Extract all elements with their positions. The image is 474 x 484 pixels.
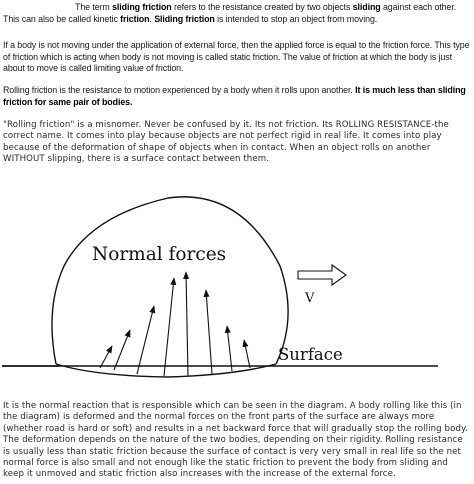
normal-force-arrow [227, 326, 232, 371]
text-run: is intended to stop an object from moving. [214, 13, 378, 24]
normal-force-arrow [186, 272, 188, 376]
normal-force-arrow [164, 278, 174, 376]
normal-forces-label: Normal forces [92, 244, 227, 265]
normal-force-arrow [137, 306, 154, 374]
normal-reaction-paragraph: It is the normal reaction that is responsible which can be seen in the diagram. A body rolling like this (in the diagram) is deformed and the normal forces on the front parts of the surface are always more (whether road is hard or soft) and results in a net backward force that will gradually stop the rolling body. The deformation depends on the nature of the two bodies, depending on their rigidity. Rolling resistance is usually less than static friction because the surface of contact is very very small in real life so the net normal force is also small and not enough like the static friction to prevent the body from sliding and keep it unmoved and static friction also increases with the increase of the external force. [3, 401, 468, 480]
bold-term: sliding friction [112, 2, 172, 12]
bold-statement: It is much less than sliding friction for same pair of bodies. [3, 85, 466, 107]
rolling-resistance-paragraph: "Rolling friction" is a misnomer. Never be confused by it. Its not friction. Its ROLLING RESISTANCE-the correct name. It comes into play because objects are not perfect rigid in real life. It comes into play because of the deformation of shape of objects when in contact. When an object rolls on another WITHOUT slipping, there is a surface contact between them. [3, 120, 449, 165]
static-friction-paragraph: If a body is not moving under the application of external force, then the applied force is equal to the friction force. This type of friction which is acting when body is not moving is called static friction. The value of friction at which the body is just about to move is called limiting value of friction. [3, 40, 470, 73]
sliding-friction-paragraph [3, 2, 471, 25]
text-run: . [149, 13, 155, 24]
velocity-label: V [305, 291, 315, 306]
normal-force-arrow [100, 346, 112, 368]
normal-force-arrow [206, 290, 212, 374]
text-run: against each other. This can also be called kinetic [3, 2, 457, 24]
bold-term: sliding [352, 2, 381, 12]
wheel-outline [52, 197, 288, 364]
surface-label: Surface [278, 345, 343, 364]
velocity-arrow [298, 265, 346, 285]
text-run: refers to the resistance created by two objects [171, 2, 353, 12]
bold-term: friction [120, 13, 150, 24]
text-run: Rolling friction is the resistance to motion experienced by a body when it rolls upon another. [3, 85, 356, 95]
rolling-friction-paragraph [3, 85, 471, 108]
text-run: The term [75, 2, 113, 12]
bold-term: Sliding friction [154, 13, 215, 24]
normal-force-arrow [114, 330, 130, 370]
normal-force-arrow [244, 340, 250, 368]
rolling-resistance-diagram [0, 178, 474, 393]
